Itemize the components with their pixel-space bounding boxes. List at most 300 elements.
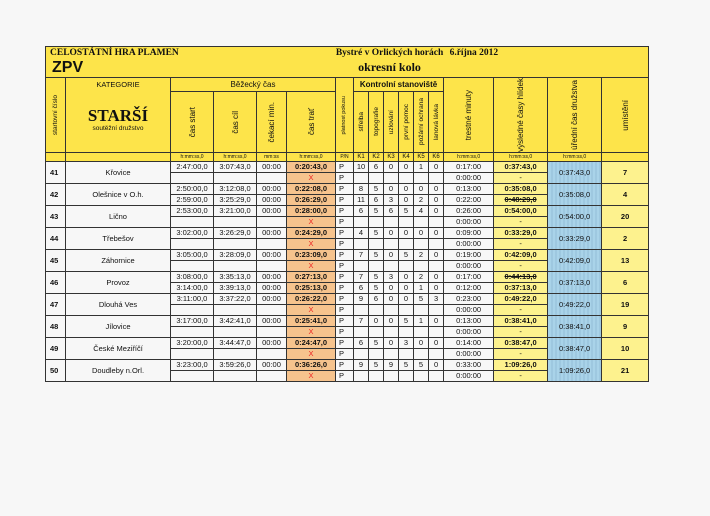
wait-time <box>257 238 287 249</box>
control-k5 <box>414 326 429 337</box>
control-k5 <box>414 238 429 249</box>
start-time <box>171 370 214 381</box>
patrol-result: - <box>494 304 548 315</box>
control-k3 <box>384 370 399 381</box>
start-number: 49 <box>46 337 66 359</box>
control-k1 <box>354 370 369 381</box>
team-name: České Meziříčí <box>66 337 171 359</box>
control-k4 <box>399 260 414 271</box>
wait-time: 00:00 <box>257 315 287 326</box>
patrol-result: 0:37:13,0 <box>494 282 548 293</box>
start-time: 3:02:00,0 <box>171 227 214 238</box>
start-number: 42 <box>46 183 66 205</box>
finish-time: 3:07:43,0 <box>214 161 257 172</box>
finish-time: 3:21:00,0 <box>214 205 257 216</box>
penalty-minutes: 0:23:00 <box>444 293 494 304</box>
control-k2 <box>369 172 384 183</box>
control-k2: 6 <box>369 194 384 205</box>
control-k3: 3 <box>384 271 399 282</box>
col-umisteni: umístění <box>620 99 630 131</box>
results-sheet <box>45 46 648 382</box>
table-row <box>46 183 649 194</box>
patrol-result: - <box>494 326 548 337</box>
col-k4: první pomoc <box>402 104 410 140</box>
control-k3 <box>384 326 399 337</box>
col-cekaci: čekací min. <box>267 101 276 143</box>
table-row <box>46 249 649 260</box>
start-time: 3:08:00,0 <box>171 271 214 282</box>
team-rank: 19 <box>602 293 649 315</box>
col-cas-trat: čas trať <box>306 108 316 136</box>
wait-time: 00:00 <box>257 293 287 304</box>
control-k5 <box>414 216 429 227</box>
control-k4 <box>399 216 414 227</box>
track-time: 0:20:43,0 <box>287 161 336 172</box>
team-official-time: 0:33:29,0 <box>548 227 602 249</box>
control-k5 <box>414 260 429 271</box>
validity: P <box>336 205 354 216</box>
col-cas-start: čas start <box>187 106 197 137</box>
table-row <box>46 315 649 326</box>
control-k3 <box>384 260 399 271</box>
team-rank: 9 <box>602 315 649 337</box>
run-group: Běžecký čas <box>171 78 336 92</box>
control-k3 <box>384 348 399 359</box>
penalty-minutes: 0:00:00 <box>444 326 494 337</box>
control-k4 <box>399 370 414 381</box>
title-row-1 <box>46 47 649 59</box>
track-time: 0:24:47,0 <box>287 337 336 348</box>
patrol-result: - <box>494 216 548 227</box>
finish-time <box>214 260 257 271</box>
start-time <box>171 260 214 271</box>
penalty-minutes: 0:26:00 <box>444 205 494 216</box>
unit-cell: h:mm:ss,0 <box>171 152 214 161</box>
team-name: Olešnice v O.h. <box>66 183 171 205</box>
control-k5: 2 <box>414 194 429 205</box>
penalty-minutes: 0:00:00 <box>444 216 494 227</box>
team-name: Doudleby n.Orl. <box>66 359 171 381</box>
control-k1: 4 <box>354 227 369 238</box>
code: ZPV <box>46 58 171 78</box>
validity: P <box>336 172 354 183</box>
patrol-result: - <box>494 370 548 381</box>
unit-cell: h:mm:ss,0 <box>494 152 548 161</box>
patrol-result: 0:44:13,0 <box>494 271 548 282</box>
start-time: 3:05:00,0 <box>171 249 214 260</box>
control-k5 <box>414 172 429 183</box>
control-k2 <box>369 326 384 337</box>
finish-time: 3:42:41,0 <box>214 315 257 326</box>
start-time <box>171 326 214 337</box>
control-k6 <box>429 326 444 337</box>
control-k6: 0 <box>429 315 444 326</box>
control-k1 <box>354 172 369 183</box>
track-time: X <box>287 260 336 271</box>
penalty-minutes: 0:00:00 <box>444 348 494 359</box>
results-table <box>45 46 649 382</box>
team-name: Křovice <box>66 161 171 183</box>
team-official-time: 1:09:26,0 <box>548 359 602 381</box>
start-number: 41 <box>46 161 66 183</box>
table-row <box>46 293 649 304</box>
finish-time <box>214 370 257 381</box>
penalty-minutes: 0:17:00 <box>444 271 494 282</box>
wait-time: 00:00 <box>257 161 287 172</box>
control-k4: 0 <box>399 183 414 194</box>
penalty-minutes: 0:13:00 <box>444 183 494 194</box>
col-platnost: platnost pokusu <box>341 95 347 135</box>
track-time: X <box>287 216 336 227</box>
penalty-minutes: 0:22:00 <box>444 194 494 205</box>
start-time: 2:53:00,0 <box>171 205 214 216</box>
penalty-minutes: 0:00:00 <box>444 238 494 249</box>
control-k5: 1 <box>414 161 429 172</box>
team-rank: 4 <box>602 183 649 205</box>
col-k5: požární ochrana <box>417 98 425 146</box>
control-k3: 6 <box>384 205 399 216</box>
start-time: 3:11:00,0 <box>171 293 214 304</box>
control-k4 <box>399 348 414 359</box>
track-time: 0:25:41,0 <box>287 315 336 326</box>
penalty-minutes: 0:33:00 <box>444 359 494 370</box>
track-time: 0:28:00,0 <box>287 205 336 216</box>
control-k6: 0 <box>429 161 444 172</box>
patrol-result: 1:09:26,0 <box>494 359 548 370</box>
control-k3 <box>384 172 399 183</box>
control-k4: 5 <box>399 205 414 216</box>
team-name: Třebešov <box>66 227 171 249</box>
unit-cell: K1 <box>354 152 369 161</box>
team-rows <box>46 161 649 381</box>
patrol-result: 0:37:43,0 <box>494 161 548 172</box>
finish-time: 3:12:08,0 <box>214 183 257 194</box>
validity: P <box>336 238 354 249</box>
wait-time: 00:00 <box>257 205 287 216</box>
table-row <box>46 337 649 348</box>
wait-time: 00:00 <box>257 271 287 282</box>
track-time: X <box>287 238 336 249</box>
control-k4: 0 <box>399 271 414 282</box>
control-k1 <box>354 304 369 315</box>
track-time: 0:25:13,0 <box>287 282 336 293</box>
control-k1: 6 <box>354 205 369 216</box>
wait-time <box>257 260 287 271</box>
control-k5: 1 <box>414 315 429 326</box>
control-k5: 0 <box>414 227 429 238</box>
validity: P <box>336 370 354 381</box>
table-row <box>46 271 649 282</box>
control-k1: 8 <box>354 183 369 194</box>
control-k5 <box>414 370 429 381</box>
control-k3: 0 <box>384 227 399 238</box>
table-row <box>46 227 649 238</box>
team-official-time: 0:37:43,0 <box>548 161 602 183</box>
validity: P <box>336 260 354 271</box>
start-time: 3:14:00,0 <box>171 282 214 293</box>
table-row <box>46 205 649 216</box>
validity: P <box>336 282 354 293</box>
track-time: 0:24:29,0 <box>287 227 336 238</box>
control-k1 <box>354 238 369 249</box>
control-k5: 0 <box>414 337 429 348</box>
control-k2: 6 <box>369 161 384 172</box>
start-time <box>171 172 214 183</box>
venue: Bystré v Orlických horách <box>335 47 444 58</box>
control-k1: 7 <box>354 249 369 260</box>
control-k4 <box>399 326 414 337</box>
unit-cell: K2 <box>369 152 384 161</box>
control-k6 <box>429 172 444 183</box>
col-k3: uzlování <box>387 109 395 134</box>
control-k5: 0 <box>414 183 429 194</box>
col-cas-cil: čas cíl <box>230 110 240 134</box>
control-k2: 5 <box>369 205 384 216</box>
unit-cell: h:mm:ss,0 <box>548 152 602 161</box>
start-time: 3:20:00,0 <box>171 337 214 348</box>
unit-cell: mm:ss <box>257 152 287 161</box>
unit-cell: h:mm:ss,0 <box>287 152 336 161</box>
finish-time: 3:35:13,0 <box>214 271 257 282</box>
control-k1: 7 <box>354 271 369 282</box>
track-time: X <box>287 326 336 337</box>
validity: P <box>336 337 354 348</box>
penalty-minutes: 0:19:00 <box>444 249 494 260</box>
control-k4: 5 <box>399 249 414 260</box>
control-k4: 5 <box>399 359 414 370</box>
track-time: 0:26:29,0 <box>287 194 336 205</box>
penalty-minutes: 0:14:00 <box>444 337 494 348</box>
control-k1: 9 <box>354 359 369 370</box>
start-time: 2:50:00,0 <box>171 183 214 194</box>
penalty-minutes: 0:00:00 <box>444 172 494 183</box>
start-number: 45 <box>46 249 66 271</box>
unit-cell: h:mm:ss,0 <box>214 152 257 161</box>
control-k6: 0 <box>429 271 444 282</box>
control-k3: 3 <box>384 194 399 205</box>
finish-time: 3:37:22,0 <box>214 293 257 304</box>
team-rank: 20 <box>602 205 649 227</box>
validity: P <box>336 249 354 260</box>
team-official-time: 0:49:22,0 <box>548 293 602 315</box>
patrol-result: 0:35:08,0 <box>494 183 548 194</box>
unit-cell: K4 <box>399 152 414 161</box>
control-k2 <box>369 260 384 271</box>
col-k2: topografie <box>372 107 380 137</box>
control-k2 <box>369 348 384 359</box>
track-time: 0:22:08,0 <box>287 183 336 194</box>
control-k2: 5 <box>369 249 384 260</box>
wait-time: 00:00 <box>257 359 287 370</box>
control-k3: 0 <box>384 315 399 326</box>
start-number: 43 <box>46 205 66 227</box>
validity: P <box>336 271 354 282</box>
control-k5: 5 <box>414 359 429 370</box>
team-name: Záhornice <box>66 249 171 271</box>
col-start-no: startovní číslo <box>52 94 59 135</box>
control-k1: 6 <box>354 337 369 348</box>
start-number: 48 <box>46 315 66 337</box>
col-druzstva: úřední čas družstva <box>570 80 580 150</box>
control-k6: 0 <box>429 194 444 205</box>
control-k6 <box>429 238 444 249</box>
team-official-time: 0:37:13,0 <box>548 271 602 293</box>
control-k2: 5 <box>369 337 384 348</box>
team-official-time: 0:42:09,0 <box>548 249 602 271</box>
control-k2 <box>369 370 384 381</box>
control-k4: 5 <box>399 315 414 326</box>
col-vysledne: výsledné časy hlídek <box>516 78 526 152</box>
category-label: KATEGORIE <box>66 78 171 92</box>
control-k2 <box>369 216 384 227</box>
control-k6: 0 <box>429 337 444 348</box>
patrol-result: 0:48:29,0 <box>494 194 548 205</box>
team-name: Lično <box>66 205 171 227</box>
start-time: 2:59:00,0 <box>171 194 214 205</box>
control-k5: 5 <box>414 293 429 304</box>
start-time <box>171 348 214 359</box>
control-k1 <box>354 260 369 271</box>
wait-time <box>257 326 287 337</box>
control-k3 <box>384 304 399 315</box>
control-k4 <box>399 238 414 249</box>
team-label: soutěžní družstvo <box>92 124 144 132</box>
finish-time <box>214 216 257 227</box>
start-time <box>171 304 214 315</box>
col-trestne: trestné minuty <box>464 89 474 141</box>
penalty-minutes: 0:00:00 <box>444 304 494 315</box>
control-k6: 0 <box>429 227 444 238</box>
round: okresní kolo <box>336 58 444 78</box>
control-k2: 5 <box>369 271 384 282</box>
wait-time <box>257 348 287 359</box>
control-k4: 0 <box>399 282 414 293</box>
wait-time: 00:00 <box>257 249 287 260</box>
validity: P <box>336 304 354 315</box>
patrol-result: 0:38:47,0 <box>494 337 548 348</box>
table-row <box>46 161 649 172</box>
track-time: X <box>287 172 336 183</box>
control-k1: 10 <box>354 161 369 172</box>
validity: P <box>336 293 354 304</box>
unit-cell: h:mm:ss,0 <box>444 152 494 161</box>
control-k3 <box>384 238 399 249</box>
control-k1 <box>354 348 369 359</box>
control-k5: 1 <box>414 282 429 293</box>
control-k6 <box>429 348 444 359</box>
control-k6: 0 <box>429 359 444 370</box>
control-k3 <box>384 216 399 227</box>
control-k5: 2 <box>414 271 429 282</box>
team-rank: 13 <box>602 249 649 271</box>
patrol-result: - <box>494 260 548 271</box>
table-row <box>46 359 649 370</box>
track-time: X <box>287 370 336 381</box>
validity: P <box>336 315 354 326</box>
control-k6: 0 <box>429 282 444 293</box>
wait-time <box>257 216 287 227</box>
control-k3: 0 <box>384 161 399 172</box>
wait-time <box>257 172 287 183</box>
unit-cell: K6 <box>429 152 444 161</box>
validity: P <box>336 359 354 370</box>
control-k6: 0 <box>429 183 444 194</box>
finish-time <box>214 304 257 315</box>
team-rank: 10 <box>602 337 649 359</box>
validity: P <box>336 161 354 172</box>
wait-time: 00:00 <box>257 227 287 238</box>
control-k3: 0 <box>384 282 399 293</box>
team-name: Provoz <box>66 271 171 293</box>
control-k2: 5 <box>369 282 384 293</box>
team-official-time: 0:38:47,0 <box>548 337 602 359</box>
finish-time: 3:26:29,0 <box>214 227 257 238</box>
unit-cell: K3 <box>384 152 399 161</box>
control-k3: 0 <box>384 249 399 260</box>
control-k6 <box>429 260 444 271</box>
track-time: 0:23:09,0 <box>287 249 336 260</box>
control-k5: 4 <box>414 205 429 216</box>
wait-time <box>257 304 287 315</box>
col-k6: lanová lávka <box>432 103 440 140</box>
wait-time: 00:00 <box>257 183 287 194</box>
control-k1: 9 <box>354 293 369 304</box>
control-k1: 7 <box>354 315 369 326</box>
control-k1: 6 <box>354 282 369 293</box>
control-k1 <box>354 326 369 337</box>
penalty-minutes: 0:17:00 <box>444 161 494 172</box>
finish-time: 3:25:29,0 <box>214 194 257 205</box>
control-k1 <box>354 216 369 227</box>
team-name: Dlouhá Ves <box>66 293 171 315</box>
control-k4: 0 <box>399 194 414 205</box>
control-k2 <box>369 304 384 315</box>
patrol-result: - <box>494 348 548 359</box>
start-time <box>171 238 214 249</box>
control-k4: 0 <box>399 227 414 238</box>
start-time <box>171 216 214 227</box>
finish-time <box>214 348 257 359</box>
control-k4: 3 <box>399 337 414 348</box>
units-row <box>46 152 649 161</box>
validity: P <box>336 348 354 359</box>
start-number: 46 <box>46 271 66 293</box>
control-k2: 5 <box>369 183 384 194</box>
control-k4 <box>399 172 414 183</box>
penalty-minutes: 0:09:00 <box>444 227 494 238</box>
finish-time <box>214 326 257 337</box>
penalty-minutes: 0:12:00 <box>444 282 494 293</box>
team-official-time: 0:38:41,0 <box>548 315 602 337</box>
patrol-result: - <box>494 238 548 249</box>
team-rank: 2 <box>602 227 649 249</box>
start-number: 50 <box>46 359 66 381</box>
track-time: 0:36:26,0 <box>287 359 336 370</box>
control-k2: 5 <box>369 359 384 370</box>
penalty-minutes: 0:00:00 <box>444 260 494 271</box>
col-k1: střelba <box>357 112 365 132</box>
validity: P <box>336 183 354 194</box>
team-name: Jílovice <box>66 315 171 337</box>
team-official-time: 0:35:08,0 <box>548 183 602 205</box>
control-k6 <box>429 216 444 227</box>
title-row-2 <box>46 58 649 78</box>
patrol-result: 0:49:22,0 <box>494 293 548 304</box>
penalty-minutes: 0:13:00 <box>444 315 494 326</box>
control-k2: 0 <box>369 315 384 326</box>
control-k3: 9 <box>384 359 399 370</box>
control-k5 <box>414 348 429 359</box>
